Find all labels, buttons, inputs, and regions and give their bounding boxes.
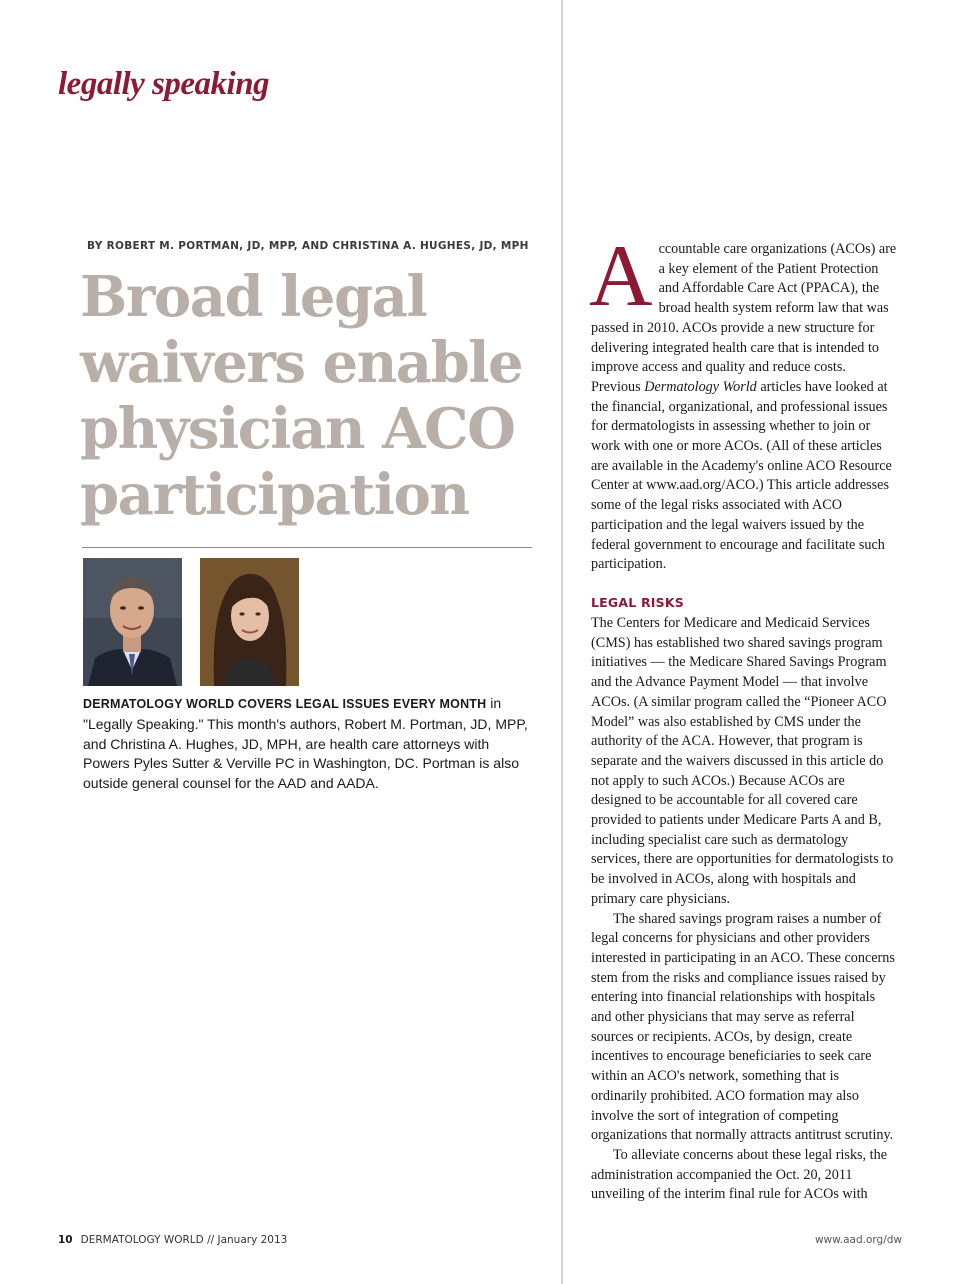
body-column bbox=[591, 614, 897, 1205]
column-divider bbox=[561, 0, 563, 1284]
subhead-legal-risks: LEGAL RISKS bbox=[591, 595, 684, 610]
drop-cap: A bbox=[589, 228, 653, 325]
body-paragraph: To alleviate concerns about these legal risks, the administration accompanied the Oct. 20, 2011 unveiling of the interim final rule for ACOs with bbox=[591, 1146, 887, 1203]
intro-paragraph bbox=[589, 228, 897, 575]
author-note-text: in "Legally Speaking." This month's authors, Robert M. Portman, JD, MPP, and Christina A. Hughes, JD, MPH, are health care attorneys with Powers Pyles Sutter & Verville PC in Washington, DC. Portman is also outside general counsel for the AAD and AADA. bbox=[83, 695, 528, 792]
author-note bbox=[83, 694, 538, 794]
byline: BY ROBERT M. PORTMAN, JD, MPP, AND CHRISTINA A. HUGHES, JD, MPH bbox=[87, 240, 529, 252]
body-paragraph: The Centers for Medicare and Medicaid Services (CMS) has established two shared savings program initiatives — the Medicare Shared Savings Program and the Advance Payment Model — that involve ACOs. (A similar program called the “Pioneer ACO Model” was also established by CMS under the authority of the ACA. However, that program is separate and the waivers discussed in this article do not apply to such ACOs.) Because ACOs are designed to be accountable for all covered care provided to patients under Medicare Parts A and B, including specialist care such as dermatology services, there are opportunities for dermatologists to be involved in ACOs, along with hospitals and primary care physicians. bbox=[591, 615, 894, 907]
section-title: legally speaking bbox=[58, 66, 270, 102]
page-number: 10 bbox=[58, 1234, 73, 1246]
author-photo-hughes bbox=[200, 558, 299, 686]
footer-url[interactable]: www.aad.org/dw bbox=[814, 1234, 902, 1246]
intro-text-2: articles have looked at the financial, organizational, and professional issues for dermatologists in assessing whether to join or work with one or more ACOs. (All of these articles are available in the Academy's online ACO Resource Center at www.aad.org/ACO.) This article addresses some of the legal risks associated with ACO participation and the legal waivers issued by the federal government to encourage and facilitate such participation. bbox=[591, 378, 892, 573]
intro-text-1: ccountable care organizations (ACOs) are a key element of the Patient Protection and Affordable Care Act (PPACA), the broad health system reform law that was passed in 2010. ACOs provide a new structure for delivering integrated health care that is intended to improve access and quality and reduce costs. Previous bbox=[591, 241, 897, 395]
intro-column bbox=[589, 228, 897, 575]
footer-publication: DERMATOLOGY WORLD // January 2013 bbox=[80, 1234, 288, 1246]
headline: Broad legal waivers enable physician ACO participation bbox=[80, 264, 523, 528]
author-note-lead: DERMATOLOGY WORLD COVERS LEGAL ISSUES EVERY MONTH bbox=[83, 697, 487, 711]
author-photo-portman bbox=[83, 558, 182, 686]
headline-divider bbox=[82, 547, 532, 548]
footer-folio bbox=[58, 1234, 287, 1246]
publication-italic: Dermatology World bbox=[644, 378, 757, 395]
body-paragraph: The shared savings program raises a number of legal concerns for physicians and other providers interested in participating in an ACO. These concerns stem from the risks and compliance issues raised by entering into financial relationships with hospitals and other physicians that may serve as referral sources or recipients. ACOs, by design, create incentives to encourage beneficiaries to seek care within an ACO's network, something that is ordinarily prohibited. ACO formation may also involve the sort of integration of competing organizations that normally attracts antitrust scrutiny. bbox=[591, 910, 895, 1144]
